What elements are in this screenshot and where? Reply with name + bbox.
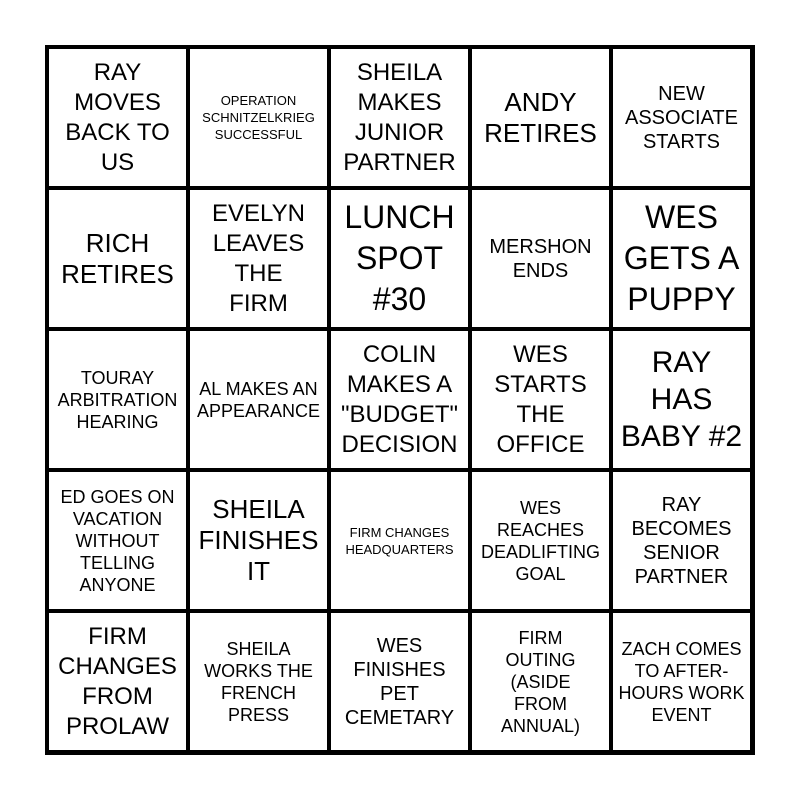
cell-label: WES GETS A PUPPY [623,199,740,317]
cell-label: EVELYN LEAVES THE FIRM [212,199,305,317]
bingo-cell-r1c2[interactable] [190,49,327,186]
cell-label: FIRM CHANGES HEADQUARTERS [345,524,454,557]
cell-label: NEW ASSOCIATE STARTS [625,82,738,153]
cell-label: RAY MOVES BACK TO US [65,58,170,176]
cell-label: ZACH COMES TO AFTER-HOURS WORK EVENT [618,638,745,725]
bingo-cell-r5c1[interactable] [49,613,186,750]
cell-label: FIRM OUTING (ASIDE FROM ANNUAL) [500,627,580,736]
bingo-cell-r1c3[interactable] [331,49,468,186]
cell-label: RICH RETIRES [61,227,174,289]
cell-label: COLIN MAKES A "BUDGET" DECISION [340,340,459,458]
bingo-cell-r4c4[interactable] [472,472,609,609]
bingo-cell-r4c2[interactable] [190,472,327,609]
cell-label: TOURAY ARBITRATION HEARING [57,367,178,432]
bingo-cell-r1c1[interactable] [49,49,186,186]
bingo-cell-r1c4[interactable] [472,49,609,186]
cell-label: LUNCH SPOT #30 [344,199,455,317]
bingo-cell-r3c4[interactable] [472,331,609,468]
bingo-cell-r4c3[interactable] [331,472,468,609]
bingo-cell-r2c2[interactable] [190,190,327,327]
cell-label: ANDY RETIRES [484,86,597,148]
bingo-cell-r5c5[interactable] [613,613,750,750]
cell-label: WES REACHES DEADLIFTING GOAL [480,497,600,584]
bingo-cell-r5c2[interactable] [190,613,327,750]
cell-label: ED GOES ON VACATION WITHOUT TELLING ANYONE [60,486,175,595]
cell-label: MERSHON ENDS [489,235,592,282]
cell-label: AL MAKES AN APPEARANCE [196,378,321,421]
bingo-cell-r3c2[interactable] [190,331,327,468]
bingo-cell-r3c1[interactable] [49,331,186,468]
cell-label: FIRM CHANGES FROM PROLAW [58,622,177,740]
cell-label: SHEILA WORKS THE FRENCH PRESS [204,638,313,725]
cell-label: RAY BECOMES SENIOR PARTNER [631,493,732,588]
cell-label: WES STARTS THE OFFICE [494,340,587,458]
cell-label: OPERATION SCHNITZELKRIEG SUCCESSFUL [202,93,315,142]
bingo-cell-r3c3[interactable] [331,331,468,468]
bingo-cell-r2c4[interactable] [472,190,609,327]
bingo-cell-r4c1[interactable] [49,472,186,609]
bingo-cell-r1c5[interactable] [613,49,750,186]
bingo-cell-r2c1[interactable] [49,190,186,327]
bingo-board [45,45,755,755]
bingo-cell-r5c4[interactable] [472,613,609,750]
bingo-cell-r3c5[interactable] [613,331,750,468]
bingo-cell-r2c3[interactable] [331,190,468,327]
cell-label: WES FINISHES PET CEMETARY [344,634,455,729]
bingo-cell-r4c5[interactable] [613,472,750,609]
bingo-cell-r5c3[interactable] [331,613,468,750]
cell-label: SHEILA FINISHES IT [198,494,319,586]
bingo-cell-r2c5[interactable] [613,190,750,327]
cell-label: SHEILA MAKES JUNIOR PARTNER [343,58,456,176]
cell-label: RAY HAS BABY #2 [620,346,743,453]
